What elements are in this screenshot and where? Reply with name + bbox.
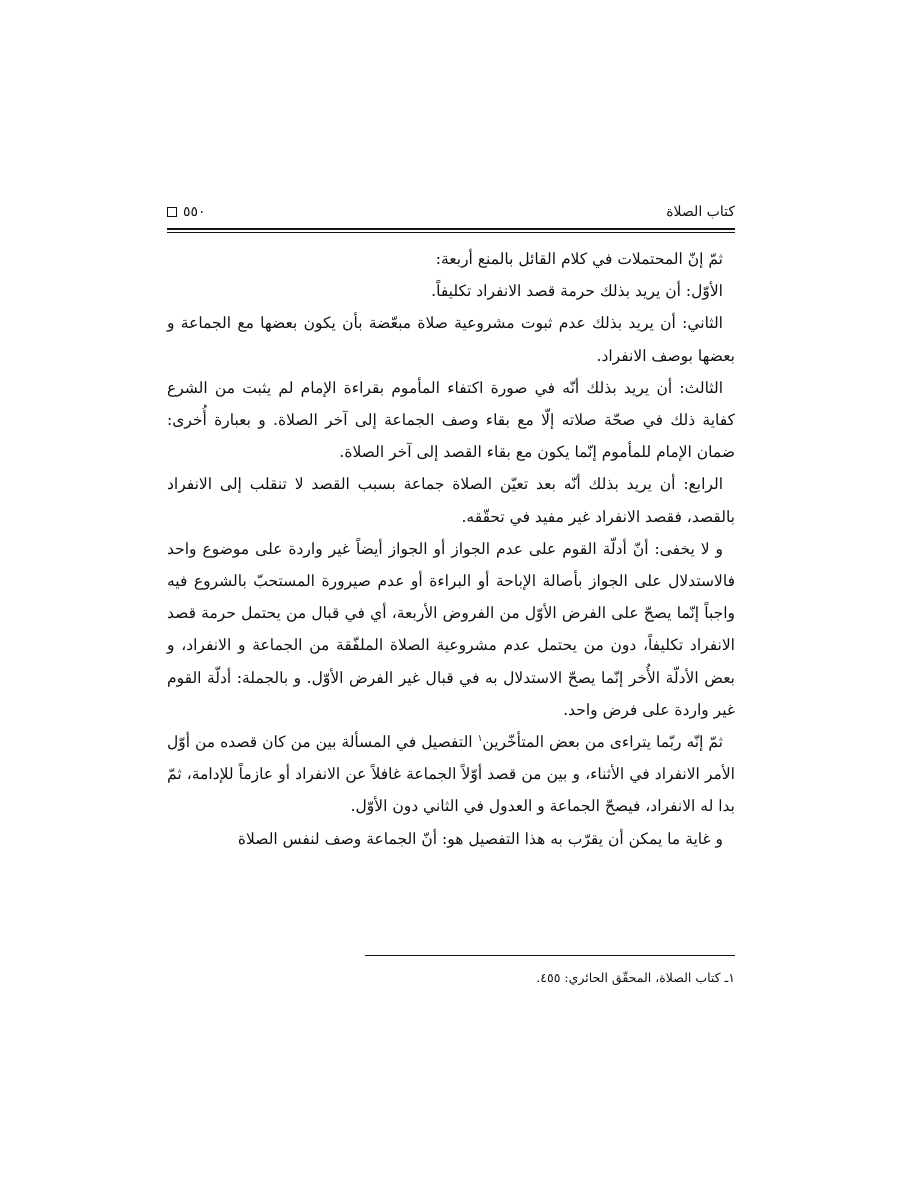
paragraph: الرابع: أن يريد بذلك أنّه بعد تعيّن الصلاة جماعة بسبب القصد لا تنقلب إلى الانفراد بالقصد، فقصد الانفراد غير مفيد في تحقّقه. — [167, 475, 735, 526]
body-text — [167, 243, 735, 855]
paragraph-text: ثمّ إنّه ربّما يتراءى من بعض المتأخّرين — [482, 733, 723, 752]
paragraph: ثمّ إنّ المحتملات في كلام القائل بالمنع أربعة: — [435, 250, 723, 268]
paragraph: الثالث: أن يريد بذلك أنّه في صورة اكتفاء المأموم بقراءة الإمام لم يثبت من الشرع كفاية ذلك في صحّة صلاته إلّا مع بقاء وصف الجماعة إلى آخر الصلاة. و بعبارة أُخرى: ضمان الإمام للمأموم إنّما يكون مع بقاء القصد إلى آخر الصلاة. — [167, 378, 735, 462]
square-icon — [167, 207, 177, 217]
paragraph-with-footnote — [167, 726, 735, 823]
page-number — [167, 204, 206, 220]
page-header — [167, 200, 735, 224]
footnote: ١ـ كتاب الصلاة، المحقّق الحائري: ٤٥٥. — [536, 970, 735, 985]
footnote-separator — [365, 955, 735, 956]
paragraph: الأوّل: أن يريد بذلك حرمة قصد الانفراد تكليفاً. — [431, 282, 723, 301]
paragraph: الثاني: أن يريد بذلك عدم ثبوت مشروعية صلاة مبعّضة بأن يكون بعضها مع الجماعة و بعضها بوصف الانفراد. — [167, 314, 735, 365]
page-number-text: ٥٥٠ — [183, 204, 206, 220]
footnote-reference[interactable]: ١ — [477, 733, 483, 744]
paragraph: و غاية ما يمكن أن يقرّب به هذا التفصيل هو: أنّ الجماعة وصف لنفس الصلاة — [237, 829, 723, 848]
paragraph: و لا يخفى: أنّ أدلّة القوم على عدم الجواز أو الجواز أيضاً غير واردة على موضوع واحد فالاستدلال على الجواز بأصالة الإباحة أو البراءة أو عدم صيرورة المستحبّ بالشروع فيه واجباً إنّما يصحّ على الفرض الأوّل من الفروض الأربعة، أي في قبال من يحتمل حرمة قصد الانفراد تكليفاً، دون من يحتمل عدم مشروعية الصلاة الملفّقة من الجماعة و الانفراد، و بعض الأدلّة الأُخر إنّما يصحّ الاستدلال به في قبال غير الفرض الأوّل. و بالجملة: أدلّة القوم غير واردة على فرض واحد. — [167, 539, 735, 719]
header-rule — [167, 228, 735, 233]
paragraph-text: التفصيل في المسألة بين من كان قصده من أوّل الأمر الانفراد في الأثناء، و بين من قصد أوّلاً الجماعة غافلاً عن الانفراد أو عازماً للإدامة، ثمّ بدا له الانفراد، فيصحّ الجماعة و العدول في الثاني دون الأوّل. — [167, 733, 735, 816]
running-title: كتاب الصلاة — [666, 204, 735, 220]
